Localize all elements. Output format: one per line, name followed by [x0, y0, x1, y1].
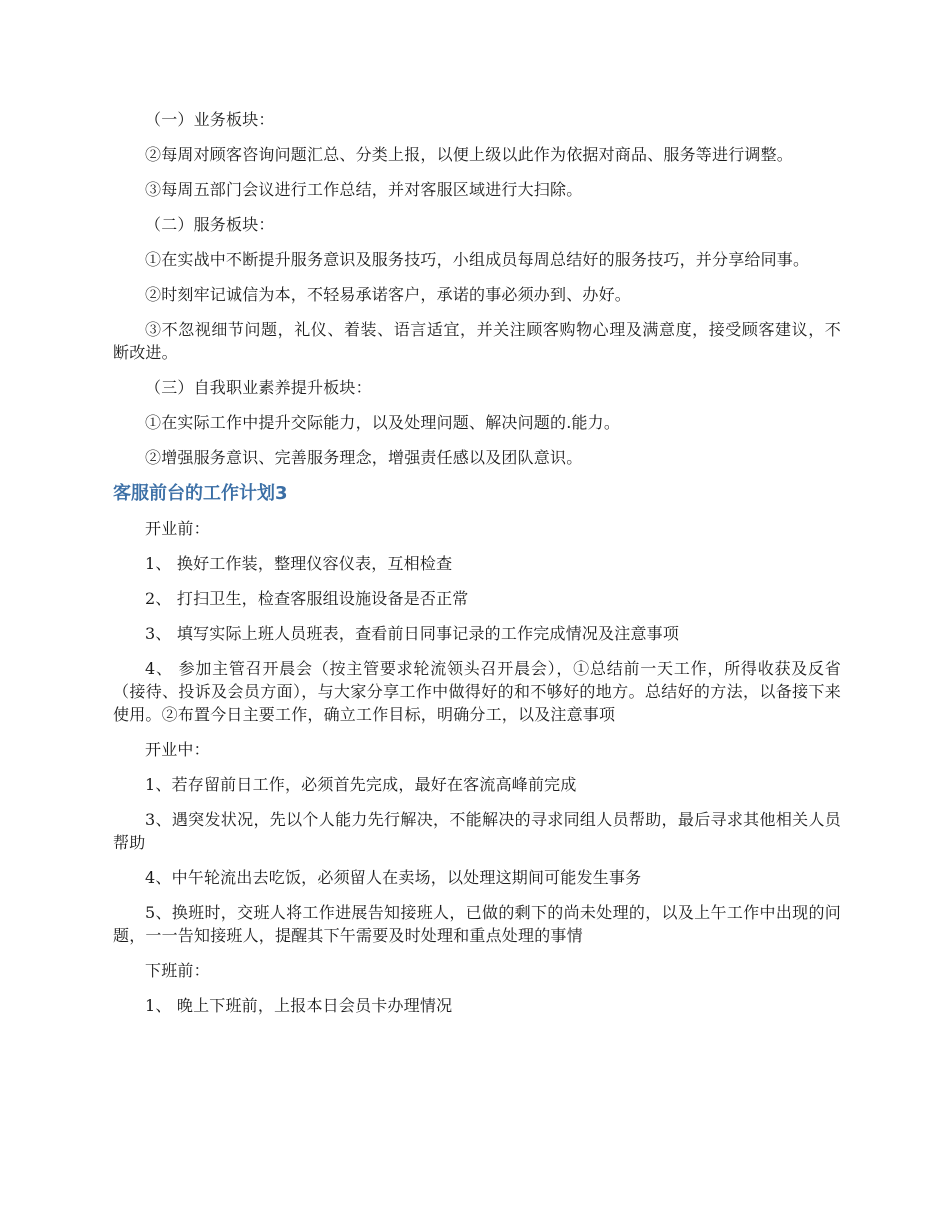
list-item: ①在实战中不断提升服务意识及服务技巧，小组成员每周总结好的服务技巧，并分享给同事。: [145, 250, 810, 269]
document-heading: 客服前台的工作计划3: [113, 483, 288, 504]
list-item: ③不忽视细节问题，礼仪、着装、语言适宜，并关注顾客购物心理及满意度，接受顾客建议，不断改进。: [113, 320, 841, 362]
list-item: ③每周五部门会议进行工作总结，并对客服区域进行大扫除。: [145, 180, 583, 199]
list-item: 4、中午轮流出去吃饭，必须留人在卖场，以处理这期间可能发生事务: [145, 868, 642, 887]
list-item: ①在实际工作中提升交际能力，以及处理问题、解决问题的.能力。: [145, 413, 621, 432]
list-item: 4、 参加主管召开晨会（按主管要求轮流领头召开晨会），①总结前一天工作，所得收获及反省（接待、投诉及会员方面），与大家分享工作中做得好的和不够好的地方。总结好的方法，以备接下来使用。②布置今日主要工作，确立工作目标，明确分工，以及注意事项: [113, 659, 841, 724]
list-item: 3、 填写实际上班人员班表，查看前日同事记录的工作完成情况及注意事项: [145, 624, 680, 643]
list-item: 5、换班时，交班人将工作进展告知接班人，已做的剩下的尚未处理的，以及上午工作中出现的问题，一一告知接班人，提醒其下午需要及时处理和重点处理的事情: [113, 903, 841, 945]
phase-label-before-closing: 下班前：: [145, 961, 210, 980]
list-item: 3、遇突发状况，先以个人能力先行解决，不能解决的寻求同组人员帮助，最后寻求其他相关人员帮助: [113, 810, 841, 852]
list-item: ②增强服务意识、完善服务理念，增强责任感以及团队意识。: [145, 448, 583, 467]
phase-label-before-opening: 开业前：: [145, 519, 210, 538]
section-heading-service: （二）服务板块：: [145, 215, 275, 234]
list-item: 1、 换好工作装，整理仪容仪表，互相检查: [145, 554, 453, 573]
list-item: ②时刻牢记诚信为本，不轻易承诺客户，承诺的事必须办到、办好。: [145, 285, 632, 304]
list-item: ②每周对顾客咨询问题汇总、分类上报，以便上级以此作为依据对商品、服务等进行调整。: [145, 145, 794, 164]
list-item: 1、若存留前日工作，必须首先完成，最好在客流高峰前完成: [145, 775, 577, 794]
section-heading-professional: （三）自我职业素养提升板块：: [145, 378, 372, 397]
phase-label-during-business: 开业中：: [145, 740, 210, 759]
list-item: 1、 晚上下班前，上报本日会员卡办理情况: [145, 996, 453, 1015]
document-page: [113, 108, 841, 1029]
list-item: 2、 打扫卫生，检查客服组设施设备是否正常: [145, 589, 469, 608]
section-heading-business: （一）业务板块：: [145, 110, 275, 129]
